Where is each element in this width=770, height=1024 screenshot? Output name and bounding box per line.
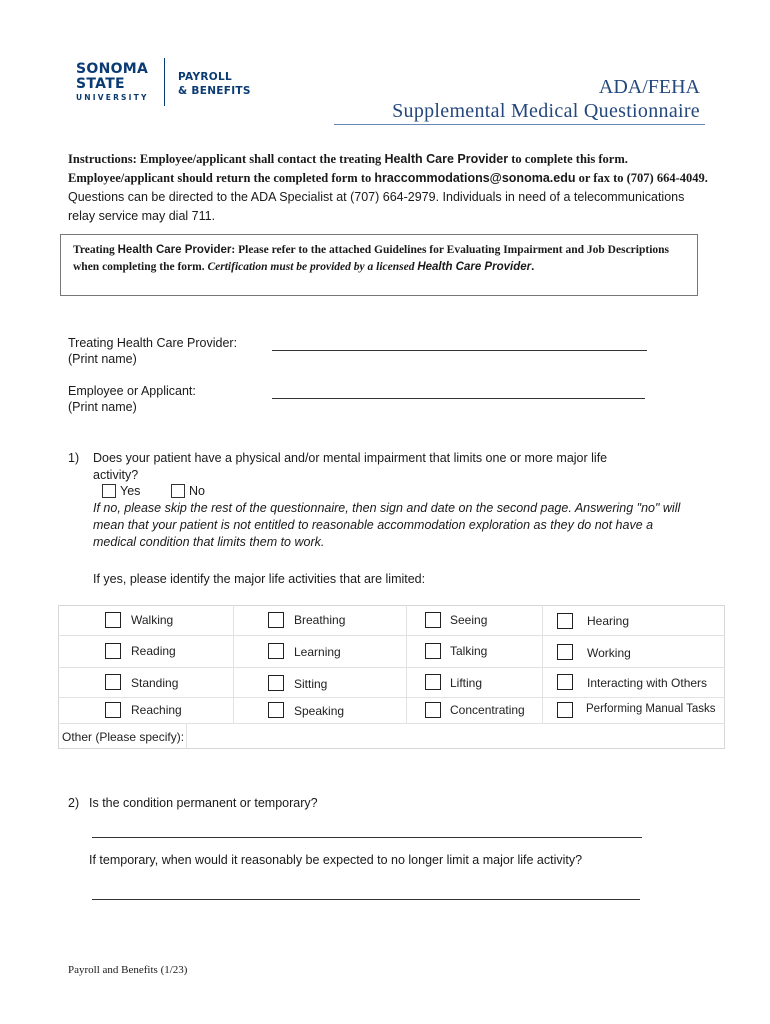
instructions-fax: or fax to (707) 664-4049.	[575, 171, 708, 185]
employee-sub: (Print name)	[68, 400, 137, 414]
talking-checkbox[interactable]	[425, 643, 441, 659]
instructions-part1: Instructions: Employee/applicant shall contact the treating	[68, 152, 385, 166]
employee-name-field[interactable]	[272, 398, 645, 399]
q1-identify-b: major life activities that are limited:	[230, 572, 426, 586]
q1-yes-label: Yes	[120, 484, 141, 498]
provider-name-field[interactable]	[272, 350, 647, 351]
dept-line-2: & BENEFITS	[178, 85, 251, 97]
grid-divider	[58, 697, 725, 698]
logo-line-2: STATE	[76, 76, 125, 92]
grid-divider	[406, 605, 407, 723]
learning-checkbox[interactable]	[268, 643, 284, 659]
notice-part1: Treating	[73, 244, 118, 256]
logo-line-3: UNIVERSITY	[76, 93, 149, 102]
footer: Payroll and Benefits (1/23)	[68, 964, 188, 976]
walking-checkbox[interactable]	[105, 612, 121, 628]
other-label: Other (Please specify):	[62, 730, 185, 744]
sitting-label: Sitting	[294, 677, 328, 691]
breathing-label: Breathing	[294, 613, 346, 627]
grid-divider	[58, 635, 725, 636]
speaking-checkbox[interactable]	[268, 702, 284, 718]
dept-line-1: PAYROLL	[178, 71, 232, 83]
grid-divider	[542, 605, 543, 723]
grid-divider	[233, 605, 234, 723]
q1-no-label: No	[189, 484, 205, 498]
grid-divider	[58, 723, 725, 724]
standing-label: Standing	[131, 676, 179, 690]
notice-certification: Certification must be provided by a licensed	[207, 261, 418, 273]
manual-tasks-checkbox[interactable]	[557, 702, 573, 718]
seeing-checkbox[interactable]	[425, 612, 441, 628]
q2-followup: If temporary, when would it reasonably be expected to no longer limit a major life activity?	[89, 853, 583, 867]
hearing-label: Hearing	[587, 614, 630, 628]
instructions-part3: to complete this form. Employee/applicant should return the completed form to	[68, 152, 628, 185]
reaching-label: Reaching	[131, 703, 182, 717]
talking-label: Talking	[450, 644, 488, 658]
provider-notice-box	[60, 234, 698, 296]
q1-number: 1)	[68, 451, 80, 465]
concentrating-label: Concentrating	[450, 703, 525, 717]
department-logo	[178, 70, 251, 98]
q1-no-note: If no, please skip the rest of the questionnaire, then sign and date on the second page. Answering "no" will mean that your patient is not entitled to reasonable accommodation exploration as they do not have a medical condition that limits them to work.	[93, 501, 681, 549]
q2-text: Is the condition permanent or temporary?	[89, 796, 318, 810]
speaking-label: Speaking	[294, 704, 345, 718]
q2-number: 2)	[68, 796, 80, 810]
breathing-checkbox[interactable]	[268, 612, 284, 628]
reading-checkbox[interactable]	[105, 643, 121, 659]
reaching-checkbox[interactable]	[105, 702, 121, 718]
notice-provider: Health Care Provider	[117, 244, 232, 256]
instructions-provider: Health Care Provider	[384, 152, 509, 166]
working-checkbox[interactable]	[557, 644, 573, 660]
q2-followup-line[interactable]	[92, 899, 640, 900]
interacting-checkbox[interactable]	[557, 674, 573, 690]
interacting-label: Interacting with Others	[587, 676, 708, 690]
notice-provider-2: Health Care Provider	[417, 261, 532, 273]
working-label: Working	[587, 646, 631, 660]
q1-no-checkbox[interactable]	[171, 484, 185, 498]
provider-label: Treating Health Care Provider:	[68, 336, 238, 350]
reading-label: Reading	[131, 644, 176, 658]
instructions-email[interactable]: hraccommodations@sonoma.edu	[374, 171, 576, 185]
standing-checkbox[interactable]	[105, 674, 121, 690]
q2-answer-line[interactable]	[92, 837, 642, 838]
walking-label: Walking	[131, 613, 174, 627]
notice-part3: : Please refer to the attached Guidelines for Evaluating Impairment and Job Descriptions when completing the form.	[73, 244, 670, 273]
q1-yes-checkbox[interactable]	[102, 484, 116, 498]
page-title: ADA/FEHA	[598, 76, 700, 98]
lifting-checkbox[interactable]	[425, 674, 441, 690]
q1-identify-a: If yes, please identify the	[93, 572, 231, 586]
concentrating-checkbox[interactable]	[425, 702, 441, 718]
lifting-label: Lifting	[450, 676, 483, 690]
q1-identify	[93, 571, 425, 588]
employee-label: Employee or Applicant:	[68, 384, 196, 398]
hearing-checkbox[interactable]	[557, 613, 573, 629]
learning-label: Learning	[294, 645, 341, 659]
q1-text-line1: Does your patient have a physical and/or mental impairment that limits one or more major life	[93, 451, 608, 465]
logo-divider	[164, 58, 165, 106]
grid-divider	[58, 667, 725, 668]
page-subtitle: Supplemental Medical Questionnaire	[392, 100, 700, 122]
title-rule	[334, 124, 705, 125]
q1-text-line2: activity?	[93, 468, 139, 482]
instructions-contact: Questions can be directed to the ADA Specialist at (707) 664-2979. Individuals in need of a telecommunications relay service may dial 711.	[68, 190, 685, 223]
employee-name-label	[68, 383, 196, 415]
grid-divider	[186, 723, 187, 749]
other-input[interactable]	[188, 725, 723, 747]
seeing-label: Seeing	[450, 613, 488, 627]
manual-tasks-label: Performing Manual Tasks	[586, 703, 716, 715]
university-logo	[76, 62, 149, 102]
q1-question	[93, 450, 693, 484]
logo-line-1: SONOMA	[76, 61, 149, 77]
sitting-checkbox[interactable]	[268, 675, 284, 691]
provider-sub: (Print name)	[68, 352, 137, 366]
provider-name-label	[68, 335, 237, 367]
notice-period: .	[531, 261, 535, 273]
instructions	[68, 150, 708, 226]
